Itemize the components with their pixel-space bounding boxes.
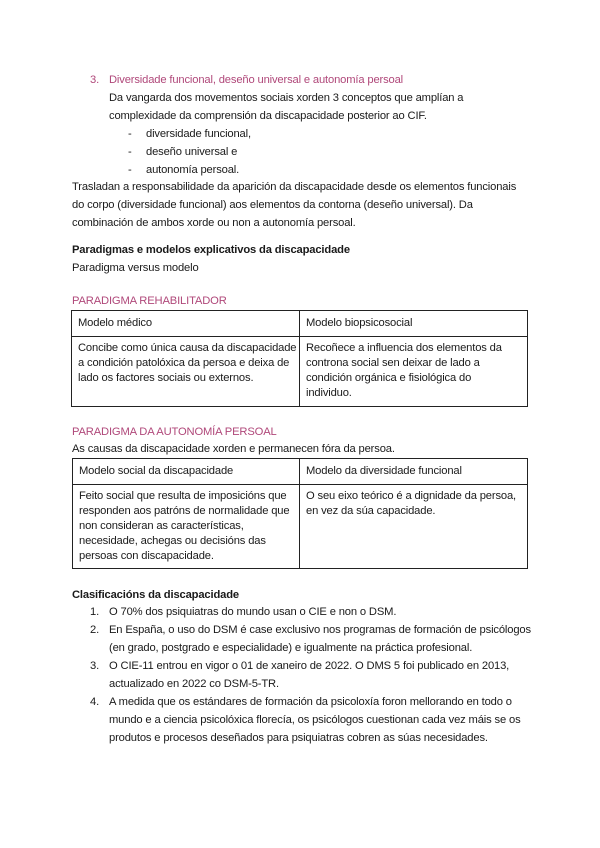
- cell-line: individuo.: [306, 387, 352, 399]
- cell-line: Concibe como única causa da discapacidade: [78, 342, 297, 354]
- bullet-dash: -: [128, 128, 132, 140]
- cell-line: O seu eixo teórico é a dignidade da persoa,: [306, 490, 516, 502]
- paradigms-heading: Paradigmas e modelos explicativos da discapacidade: [72, 244, 350, 256]
- paradigms-subheading: Paradigma versus modelo: [72, 262, 199, 274]
- cell-line: a condición patolóxica da persoa e deixa de: [78, 357, 290, 369]
- cell-line: lado os factores sociais ou externos.: [78, 372, 254, 384]
- cell-line: controna social sen deixar de lado a: [306, 357, 480, 369]
- paragraph-line: combinación de ambos xorde ou non a autonomía persoal.: [72, 217, 356, 229]
- table-header-cell: Modelo social da discapacidade: [73, 459, 300, 485]
- table-cell-medical-model: [72, 337, 300, 407]
- cell-line: non consideran as características,: [79, 520, 244, 532]
- table-cell-social-model: [73, 485, 300, 569]
- bullet-dash: -: [128, 164, 132, 176]
- cell-line: persoas con discapacidade.: [79, 550, 214, 562]
- list-number: 2.: [90, 624, 100, 636]
- list-item-line: O CIE-11 entrou en vigor o 01 de xaneiro de 2022. O DMS 5 foi publicado en 2013,: [109, 660, 510, 672]
- table-header-cell: Modelo da diversidade funcional: [300, 459, 528, 485]
- cell-line: en vez da súa capacidade.: [306, 505, 436, 517]
- classifications-heading: Clasificacións da discapacidade: [72, 589, 239, 601]
- bullet-text: diversidade funcional,: [146, 128, 251, 140]
- list-item-line: (en grado, postgrado e especialidade) e igualmente na práctica profesional.: [109, 642, 473, 654]
- autonomy-paradigm-description: As causas da discapacidade xorden e permanecen fóra da persoa.: [72, 443, 395, 455]
- table-cell-biopsychosocial-model: [300, 337, 528, 407]
- bullet-text: deseño universal e: [146, 146, 238, 158]
- bullet-text: autonomía persoal.: [146, 164, 240, 176]
- list-item-line: mundo e a ciencia psicolóxica florecía, os psicólogos cuestionan cada vez máis se os: [109, 714, 521, 726]
- table-row: [72, 337, 528, 407]
- table-header-cell: Modelo médico: [72, 311, 300, 337]
- cell-line: necesidade, achegas ou decisións das: [79, 535, 266, 547]
- paragraph-line: do corpo (diversidade funcional) aos elementos da contorna (deseño universal). Da: [72, 199, 473, 211]
- bullet-dash: -: [128, 146, 132, 158]
- list-item-line: actualizado en 2022 co DSM-5-TR.: [109, 678, 279, 690]
- cell-line: Feito social que resulta de imposicións que: [79, 490, 287, 502]
- table-header-cell: Modelo biopsicosocial: [300, 311, 528, 337]
- list-item-line: En España, o uso do DSM é case exclusivo nos programas de formación de psicólogos: [109, 624, 531, 636]
- autonomy-models-table: [72, 458, 528, 569]
- table-header-row: [72, 311, 528, 337]
- paragraph-line: Trasladan a responsabilidade da aparición da discapacidade desde os elementos funcionais: [72, 181, 517, 193]
- list-number: 3.: [90, 660, 100, 672]
- cell-line: Recoñece a influencia dos elementos da: [306, 342, 502, 354]
- table-row: [73, 485, 528, 569]
- list-item-line: A medida que os estándares de formación da psicoloxía foron mellorando en todo o: [109, 696, 512, 708]
- list-number: 3.: [90, 74, 100, 86]
- rehab-models-table: [71, 310, 528, 407]
- list-number: 4.: [90, 696, 100, 708]
- table-header-row: [73, 459, 528, 485]
- cell-line: responden aos patróns de normalidade que: [79, 505, 290, 517]
- cell-line: condición orgánica e fisiológica do: [306, 372, 472, 384]
- table-cell-functional-diversity-model: [300, 485, 528, 569]
- section-3-heading: Diversidade funcional, deseño universal e autonomía persoal: [109, 74, 404, 86]
- rehab-paradigm-title: PARADIGMA REHABILITADOR: [72, 295, 227, 307]
- intro-line: complexidade da comprensión da discapacidade posterior ao CIF.: [109, 110, 427, 122]
- autonomy-paradigm-title: PARADIGMA DA AUTONOMÍA PERSOAL: [72, 426, 277, 438]
- list-number: 1.: [90, 606, 100, 618]
- list-item-line: O 70% dos psiquiatras do mundo usan o CIE e non o DSM.: [109, 606, 397, 618]
- intro-line: Da vangarda dos movementos sociais xorden 3 conceptos que amplían a: [109, 92, 464, 104]
- list-item-line: produtos e procesos deseñados para psiquiatras cobren as súas necesidades.: [109, 732, 488, 744]
